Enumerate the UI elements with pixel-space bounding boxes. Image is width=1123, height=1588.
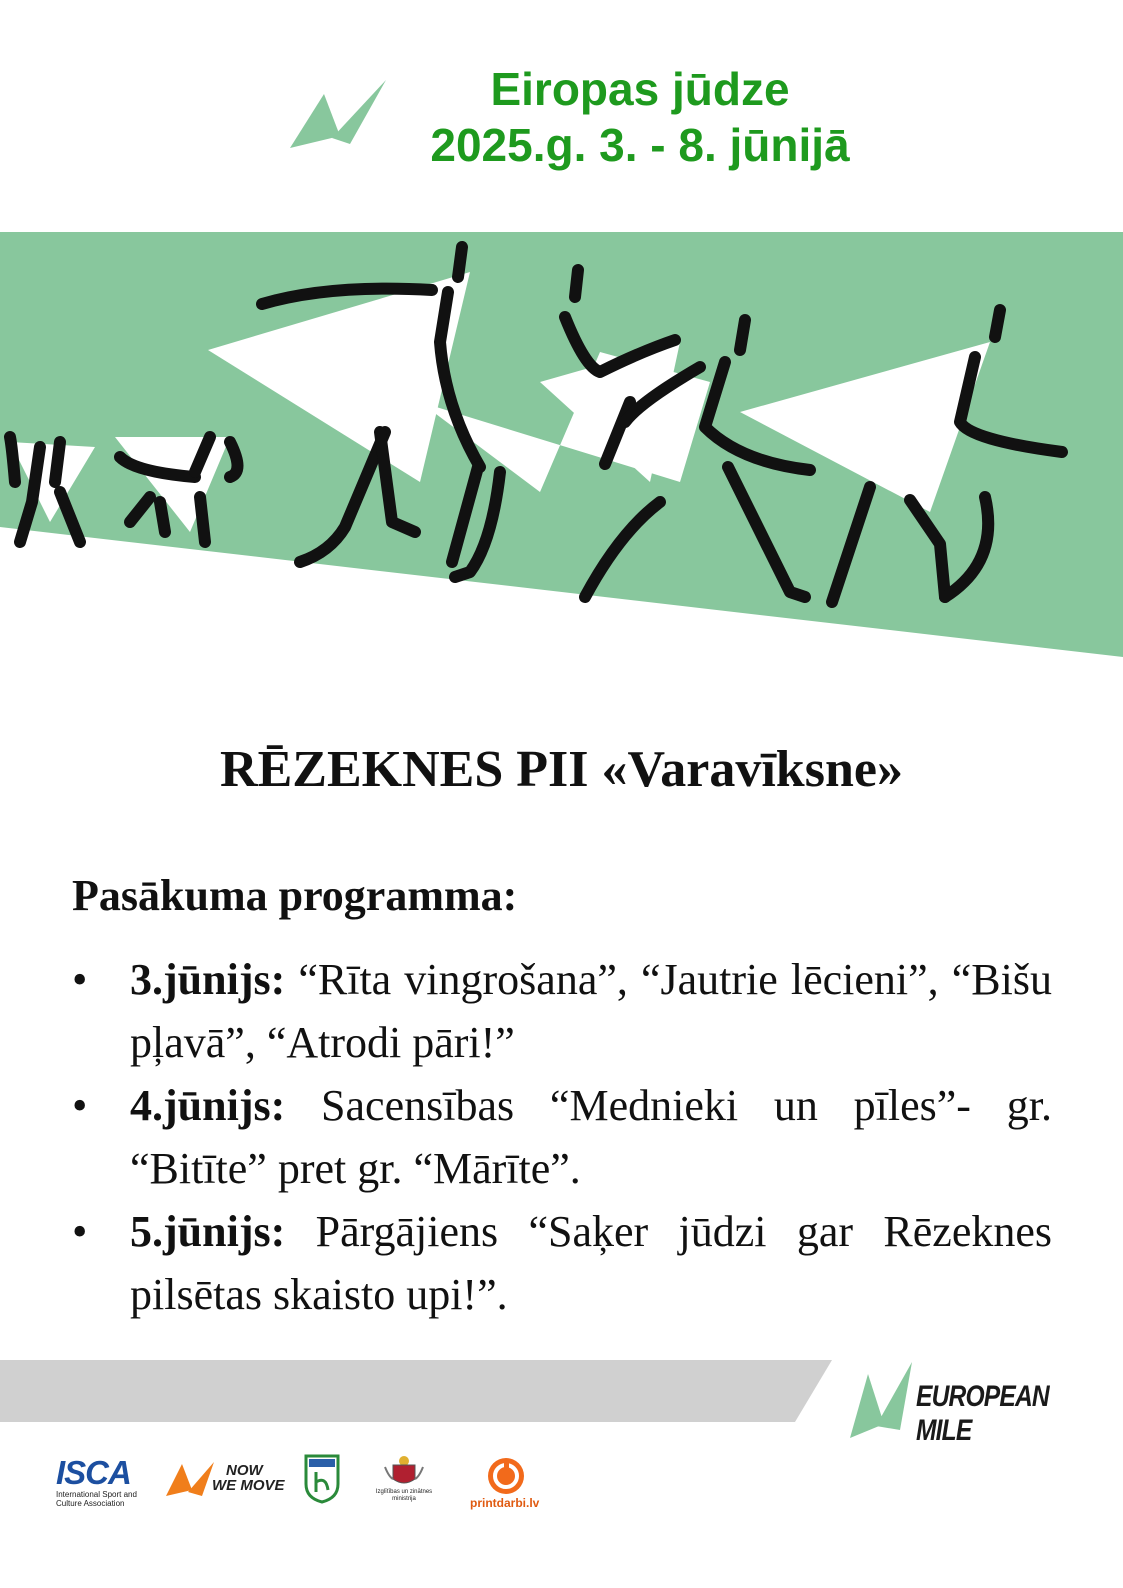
list-item [72,1200,1052,1326]
item-text [130,1074,1052,1200]
item-date: 4.jūnijs: [130,1081,286,1130]
item-description: Pārgājiens “Saķer jūdzi gar Rēzeknes pilsētas skaisto upi!”. [130,1207,1052,1319]
runners-banner [0,232,1123,662]
school-name: RĒZEKNES PII «Varavīksne» [220,741,903,798]
list-item [72,948,1052,1074]
ministry-coat-of-arms-icon [381,1453,427,1487]
item-date: 3.jūnijs: [130,955,286,1004]
ministry-logo: Izglītības un zinātnes ministrija [375,1489,433,1502]
item-description: Sacensības “Mednieki un pīles”- gr. “Bitīte” pret gr. “Mārīte”. [130,1081,1052,1193]
event-title: Eiropas jūdze [490,63,790,115]
item-date: 5.jūnijs: [130,1207,286,1256]
european-mile-footer-icon [848,1362,914,1440]
now-we-move-icon [166,1460,216,1498]
isca-logo: ISCA International Sport and Culture Association [56,1454,137,1508]
bullet-icon: • [72,1081,88,1130]
printdarbi-label: printdarbi.lv [470,1496,540,1510]
program-list [72,948,1052,1326]
item-description: “Rīta vingrošana”, “Jautrie lēcieni”, “Bišu pļavā”, “Atrodi pāri!” [130,955,1052,1067]
event-dates: 2025.g. 3. - 8. jūnijā [430,119,850,171]
now-we-move-logo: NOW WE MOVE [212,1462,285,1494]
list-item [72,1074,1052,1200]
european-mile-label: EUROPEAN MILE [916,1380,1049,1447]
item-text [130,948,1052,1074]
bullet-icon: • [72,1207,88,1256]
bullet-icon: • [72,955,88,1004]
lsfp-shield-icon [304,1454,340,1504]
printdarbi-logo-icon [486,1456,526,1496]
item-text [130,1200,1052,1326]
program-title: Pasākuma programma: [72,871,518,920]
